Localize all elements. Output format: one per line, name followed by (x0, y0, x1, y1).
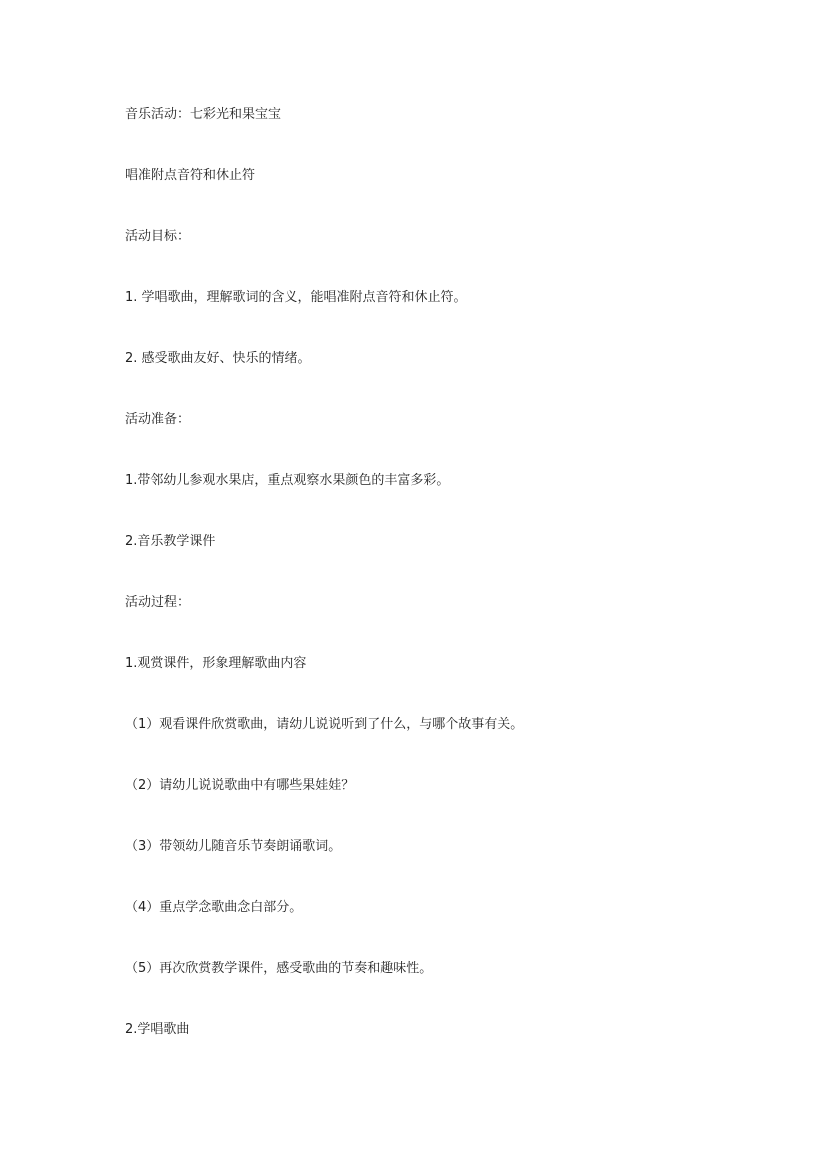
process-step-2: 2.学唱歌曲 (125, 1022, 190, 1037)
goal-item-2: 2. 感受歌曲友好、快乐的情绪。 (125, 351, 311, 366)
goal-item-1: 1. 学唱歌曲，理解歌词的含义，能唱准附点音符和休止符。 (125, 290, 467, 305)
section-heading-process: 活动过程： (125, 595, 191, 610)
document-body (125, 104, 725, 1080)
process-substep-2: （2）请幼儿说说歌曲中有哪些果娃娃？ (125, 778, 355, 793)
preparation-item-1: 1.带邻幼儿参观水果店，重点观察水果颜色的丰富多彩。 (125, 473, 450, 488)
process-substep-4: （4）重点学念歌曲念白部分。 (125, 900, 303, 915)
section-heading-preparation: 活动准备： (125, 412, 191, 427)
document-title: 音乐活动：七彩光和果宝宝 (125, 107, 282, 122)
process-step-1: 1.观赏课件，形象理解歌曲内容 (125, 656, 307, 671)
document-subtitle: 唱准附点音符和休止符 (125, 168, 256, 183)
process-substep-1: （1）观看课件欣赏歌曲，请幼儿说说听到了什么，与哪个故事有关。 (125, 717, 524, 732)
process-substep-3: （3）带领幼儿随音乐节奏朗诵歌词。 (125, 839, 342, 854)
process-substep-5: （5）再次欣赏教学课件，感受歌曲的节奏和趣味性。 (125, 961, 433, 976)
section-heading-goals: 活动目标： (125, 229, 191, 244)
preparation-item-2: 2.音乐教学课件 (125, 534, 216, 549)
